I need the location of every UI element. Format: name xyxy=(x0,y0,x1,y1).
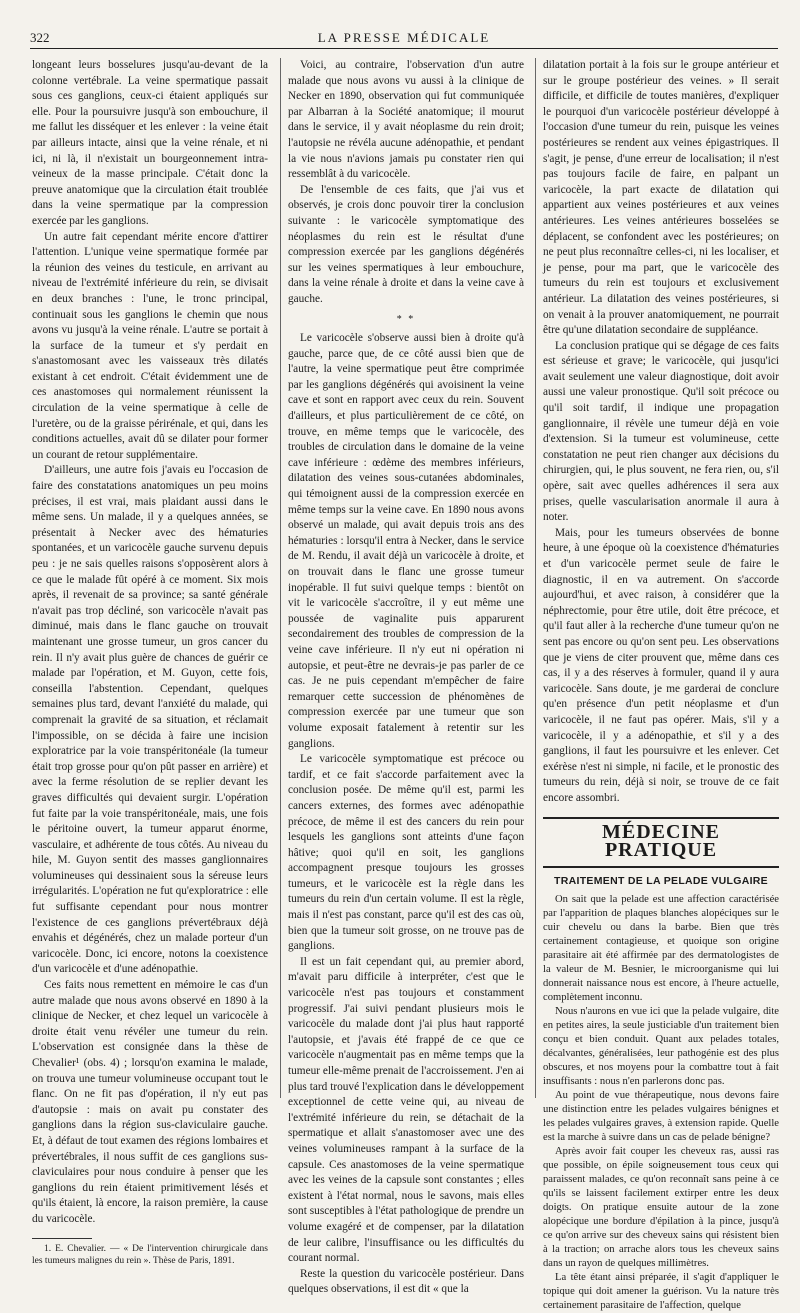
col3-paragraph-3: Mais, pour les tumeurs observées de bonne heure, à une époque où la coexistence d'hématuries et d'un varicocèle permet seule de faire le diagnostic, il en va autrement. On s'accorde aujourd'hui, et avec raison, à considérer que la néphrectomie, pour être utile, doit être précoce, et qu'il faut aller à la recherche d'une tumeur qu'on ne sent pas encore ou qu'on sent peu. Les observations que je viens de citer prouvent que, même dans ces cas, il y a des réserves à formuler, quand il y aura varicocèle. Sans doute, je me garderai de conclure qu'en présence d'un petit néoplasme et d'un varicocèle, il ne faut pas opérer. Mais, s'il y a varicocèle, il y a adénopathie, et s'il y a des ganglions, il faut les poursuivre et les enlever. Cet exérèse n'est ni simple, ni facile, et le pronostic des tumeurs du rein, déjà si noir, se trouve de ce fait encore assombri. xyxy=(543,526,779,804)
col1-paragraph-1: longeant leurs bosselures jusqu'au-devant de la colonne vertébrale. La veine spermatique passait sous ces ganglions, ceux-ci étaient appliqués sur elle. Pour la poursuivre jusqu'à son embouchure, il me fallut les disséquer et les enlever : la veine était par ailleurs intacte, ainsi que la veine rénale, et ni ici, ni là, il n'existait un bourgeonnement intra-veineux de la masse principale. C'était donc la preuve anatomique que la circulation était troublée dans la veine spermatique par la compression exercée par les ganglions. xyxy=(32,59,268,227)
page-number: 322 xyxy=(30,30,50,45)
col1-paragraph-2: Un autre fait cependant mérite encore d'attirer l'attention. L'unique veine spermatique formée par la réunion des veines du testicule, en arrivant au niveau de l'extrémité inférieure du rein, se divisait en deux branches : l'une, le tronc principal, continuait sous les ganglions le chemin que nous avons vu jusqu'à la veine rénale. L'autre se portait à la surface de la tumeur et s'y perdait en s'anastomosant avec les vaisseaux très dilatés existant à cet endroit. C'était évidemment une de ces anastomoses qui normalement réunissent la circulation de la veine spermatique à celle de l'uretère, ou de la graisse périrénale, et qui, dans les conditions actuelles, avait dû se dilater pour former un courant de retour supplémentaire. xyxy=(32,230,268,461)
article-paragraph-3: Au point de vue thérapeutique, nous devons faire une distinction entre les pelades vulgaires bénignes et les pelades vulgaires graves, à extension rapide. Quelle est la marche à suivre dans un cas de pelade bénigne? xyxy=(543,1090,779,1144)
article-subheading: TRAITEMENT DE LA PELADE VULGAIRE xyxy=(554,874,768,887)
column-divider-2 xyxy=(535,58,536,1098)
col3-paragraph-1: dilatation portait à la fois sur le groupe antérieur et sur le groupe postérieur des veines. » Il serait difficile, et difficile de toutes manières, d'expliquer le pourquoi d'un varicocèle postérieur développé à l'occasion d'une tumeur du rein, puisque les veines postérieures se rendent aux veines épigastriques. Il s'agit, je pense, d'une erreur de localisation; il n'est pas toujours facile de faire, en palpant un varicocèle, la part exacte de dilatation qui appartient aux veines postérieures et aux veines antérieures. Les veines antérieures bosselées se déplacent, se confondent avec les postérieures; on ne peut plus reconnaître celles-ci, ni les localiser, et je pense, pour ma part, que le varicocèle des tumeurs du rein est toujours et exclusivement antérieur. La dilatation des veines postérieures, si on venait à la prouver anatomiquement, ne pourrait être qu'une dilatation secondaire de suppléance. xyxy=(543,59,779,337)
column-1 xyxy=(32,58,268,1267)
section-separator-stars: * * xyxy=(396,313,416,325)
article-paragraph-5: La tête étant ainsi préparée, il s'agit d'appliquer le topique qui doit amener la guérison. Vu la nature très certainement parasitaire de l'affection, quelque xyxy=(543,1272,779,1312)
article-paragraph-1: On sait que la pelade est une affection caractérisée par l'apparition de plaques blanches alopéciques sur le cuir chevelu ou dans la barbe. Bien que très certainement contagieuse, et quoique son origine parasitaire ait été affirmée par des dermatologistes de la valeur de M. Besnier, le microorganisme qui lui donnerait naissance nous est encore, à l'heure actuelle, complètement inconnu. xyxy=(543,894,779,1004)
col2-paragraph-2: De l'ensemble de ces faits, que j'ai vus et observés, je crois donc pouvoir tirer la conclusion suivante : le varicocèle symptomatique des néoplasmes du rein est le résultat d'une compression exercée par les ganglions dégénérés sur les veines spermatiques à leur embouchure, dans la veine rénale à droite et dans la veine cave à gauche. xyxy=(288,183,524,305)
col2-paragraph-1: Voici, au contraire, l'observation d'un autre malade que nous avons vu aussi à la clinique de Necker en 1890, observation qui fut communiquée par Albarran à la Société anatomique; il mourut dans le service, il y avait néoplasme du rein droit; l'autopsie ne révéla aucune adénopathie, et pendant la vie nous n'avions jamais pu constater rien qui ressemblât à du varicocèle. xyxy=(288,59,524,181)
journal-title: LA PRESSE MÉDICALE xyxy=(317,30,491,45)
article-body xyxy=(543,893,779,1313)
col2-paragraph-6: Reste la question du varicocèle postérieur. Dans quelques observations, il est dit « que la xyxy=(288,1267,524,1296)
section-title: MÉDECINE PRATIQUE xyxy=(601,820,720,862)
col2-paragraph-5: Il est un fait cependant qui, au premier abord, m'avait paru difficile à interpréter, c'est que le varicocèle n'est pas toujours et constamment progressif. J'ai suivi pendant plusieurs mois le varicocèle du malade dont j'ai plus haut rapporté l'autopsie, et j'avais été frappé de ce que ce varicocèle n'augmentait pas en même temps que la tumeur elle-même prenait de l'accroissement. J'en ai plus tard trouvé l'explication dans le développement exceptionnel de cette veine qui, au niveau de l'extrémité inférieure du rein, se détachait de la spermatique et allait s'anastomoser avec une des veines volumineuses rampant à la surface de la capsule. Ces anastomoses de la veine spermatique avec les veines de la capsule sont constantes ; elles existent à l'état normal, nous le savons, mais elles sont susceptibles à l'état pathologique de prendre un volume exagéré et de compenser, par la dilatation de leur calibre, l'insuffisance ou les difficultés du courant normal. xyxy=(288,955,524,1265)
article-paragraph-2: Nous n'aurons en vue ici que la pelade vulgaire, dite en petites aires, la seule justiciable d'un traitement bien conçu et bien conduit. Quant aux pelades totales, décalvantes, généralisées, leur pathogénie est des plus obscures, et nos moyens pour la combattre tout à fait insuffisants : nous n'en parlerons donc pas. xyxy=(543,1006,779,1088)
column-divider-1 xyxy=(280,58,281,1098)
column-2 xyxy=(288,58,524,1298)
section-heading-box xyxy=(543,817,779,868)
footnote-rule xyxy=(32,1238,92,1239)
col2-paragraph-3: Le varicocèle s'observe aussi bien à droite qu'à gauche, parce que, de ce côté aussi bien que de l'autre, la veine spermatique peut être comprimée par les ganglions dégénérés qui avoisinent la veine cave et sont en rapport avec ceux du rein. Souvent d'ailleurs, et plus particulièrement de ce côté, on trouve, en même temps que le varicocèle, des troubles de circulation dans le domaine de la veine cave inférieure : œdème des membres inférieurs, dilatation des veines sous-cutanées abdominales, qui témoignent aussi de la compression exercée en même temps sur la veine cave. En 1890 nous avons observé un malade, qui avait depuis trois ans des hématuries : lorsqu'il entra à Necker, dans le service de M. Rendu, il avait déjà un varicocèle à droite, et on trouvait dans le flanc une grosse tumeur inopérable. Il fut suivi quelque temps : bientôt on vit le varicocèle s'accroître, il y eut même une poussée de vaginalite puis apparurent secondairement des troubles de compression de la veine cave inférieure. Il n'y eut ni opération ni autopsie, et peut-être ne devrais-je pas parler de ce cas. Je ne puis cependant m'empêcher de faire remarquer cette succession de phénomènes de compression exercée par une tumeur que son volume exposait fatalement à retentir sur les ganglions. xyxy=(288,332,524,750)
page-header xyxy=(30,30,778,50)
col3-paragraph-2: La conclusion pratique qui se dégage de ces faits est sérieuse et grave; le varicocèle, qui jusqu'ici avait seulement une valeur diagnostique, doit avoir aussi une valeur pronostique. Qu'il soit précoce ou qu'il soit tardif, il indique une propagation ganglionnaire, il révèle une tumeur déjà en voie d'extension. Si la tumeur est volumineuse, cette constatation ne peut rien changer aux décisions du chirurgien, qui, le plus souvent, ne fera rien, ou, s'il opère, sait avec quelles adhérences il sera aux prises, quelle vascularisation anormale il aura à noter. xyxy=(543,339,779,524)
footnote: 1. E. Chevalier. — « De l'intervention chirurgicale dans les tumeurs malignes du rein ». Thèse de Paris, 1891. xyxy=(32,1243,268,1266)
header-rule xyxy=(30,48,778,49)
column-3 xyxy=(543,58,779,1313)
col1-paragraph-3: D'ailleurs, une autre fois j'avais eu l'occasion de faire des constatations anatomiques un peu moins précises, il est vrai, mais plaidant aussi dans le même sens. Un malade, il y a quelques années, se présentait à Necker avec des hématuries spontanées, et un varicocèle gauche survenu depuis peu : je ne sais quelles raisons s'opposèrent alors à ce que le malade fût opéré à ce moment. Six mois après, il revenait de sa province; sa santé générale n'avait pas trop décliné, son varicocèle n'avait pas diminué, mais dans le flanc gauche on trouvait maintenant une grosse tumeur, un gros cancer du rein. Il n'y avait plus guère de chances de guérir ce malade par l'opération, et M. Guyon, cette fois, conseilla l'abstention. Cependant, quelques semaines plus tard, devant l'anxiété du malade, qui comprenait la gravité de sa situation, et réclamait l'impossible, on se décida à faire une incision exploratrice par la voie transpéritonéale (la tumeur était trop grosse pour qu'on pût passer en arrière) et avec la ferme résolution de se replier devant les graves difficultés qui devaient surgir. L'opération fut faite par la voie transpéritonéale, mais, une fois le péritoine ouvert, la tumeur apparut énorme, vasculaire, et adhérente de tous côtés. Au niveau du hile, M. Guyon sentit des masses ganglionnaires volumineuses qui dessinaient sous la séreuse leurs irrégularités. L'opération ne fut qu'exploratrice : elle fut suffisante cependant pour nous montrer l'existence de ces ganglions prévertébraux déjà envahis et dégénérés, chez un malade porteur d'un varicocèle. Donc, ici encore, notons la coexistence d'un varicocèle et d'une adénopathie. xyxy=(32,464,268,976)
article-paragraph-4: Après avoir fait couper les cheveux ras, aussi ras que possible, on épile soigneusement tous ceux qui paraissent malades, ce qu'on reconnaît sans peine à ce qu'ils se laissent facilement extirper entre les deux doigts. On pratique ensuite autour de la zone alopécique une bordure d'épilation à la pince, jusqu'à ce qu'on arrive sur des cheveux sains qui résistent bien à la traction; on arrache alors tous les cheveux sains dans un rayon de quelques millimètres. xyxy=(543,1146,779,1270)
col2-paragraph-4: Le varicocèle symptomatique est précoce ou tardif, et ce fait s'accorde parfaitement avec la conclusion posée. De même qu'il est, parmi les cancers externes, des formes avec adénopathie précoce, de même il est des cancers du rein pour lesquels les ganglions sont atteints d'une façon hâtive; quoi qu'il en soit, les ganglions accompagnent presque toujours les grosses tumeurs, et le varicocèle est la règle dans les tumeurs du rein d'un certain volume. Il est la règle, mais il n'est pas constant, parce qu'il est des cas où, bien que la tumeur soit grosse, on ne trouve pas de ganglions. xyxy=(288,753,524,953)
col1-paragraph-4: Ces faits nous remettent en mémoire le cas d'un autre malade que nous avons observé en 1890 à la clinique de Necker, et chez lequel un varicocèle à droite était venu révéler une tumeur du rein. L'observation est consignée dans la thèse de Chevalier¹ (obs. 4) ; lorsqu'on examina le malade, on trouva une tumeur volumineuse occupant tout le flanc. On ne fit pas d'opération, il n'y eut pas d'autopsie : mais on avait pu constater des ganglions dans la région sus-claviculaire gauche. Et, à défaut de tout examen des régions lombaires et prévertébrales, il nous suffit de ces ganglions sus-claviculaires pour nous conduire à penser que les ganglions du rein étaient primitivement lésés et qu'ils étaient, là encore, la raison première, la cause du varicocèle. xyxy=(32,979,268,1225)
